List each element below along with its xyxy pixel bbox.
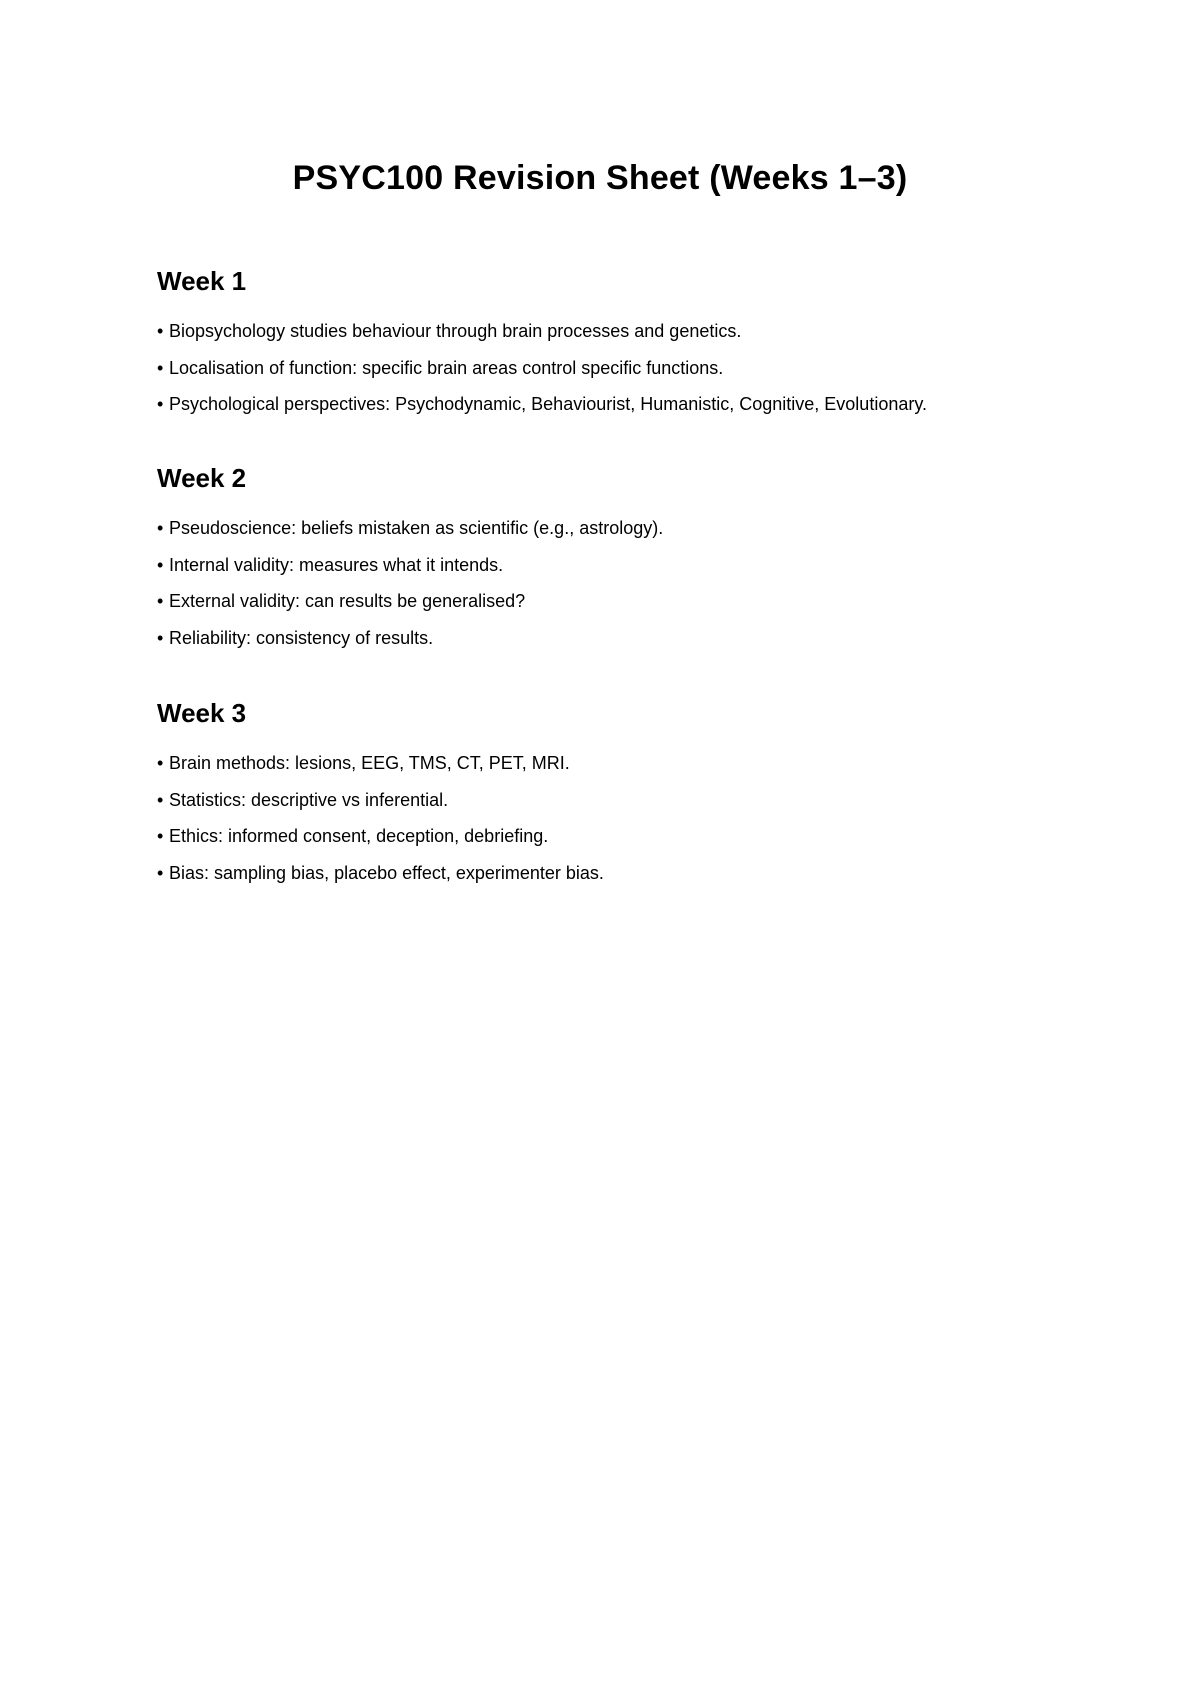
list-item-text: Localisation of function: specific brain areas control specific functions. bbox=[169, 357, 724, 378]
list-item bbox=[157, 320, 1117, 342]
bullet-marker: • bbox=[157, 554, 164, 575]
section-heading: Week 2 bbox=[157, 463, 247, 493]
list-item bbox=[157, 393, 1117, 415]
list-item bbox=[157, 517, 1117, 539]
bullet-marker: • bbox=[157, 357, 164, 378]
section-heading: Week 3 bbox=[157, 698, 247, 728]
bullet-marker: • bbox=[157, 789, 164, 810]
list-item bbox=[157, 825, 1117, 847]
bullet-marker: • bbox=[157, 862, 164, 883]
list-item-text: Ethics: informed consent, deception, debriefing. bbox=[169, 826, 549, 846]
list-item-text: Brain methods: lesions, EEG, TMS, CT, PET, MRI. bbox=[169, 753, 570, 773]
list-item-text: Statistics: descriptive vs inferential. bbox=[169, 789, 449, 810]
list-item-text: Bias: sampling bias, placebo effect, experimenter bias. bbox=[169, 862, 604, 883]
bullet-list bbox=[157, 320, 1117, 415]
bullet-list bbox=[157, 517, 1117, 649]
list-item bbox=[157, 357, 1117, 379]
section-week-2 bbox=[157, 463, 1117, 663]
bullet-marker: • bbox=[157, 591, 164, 611]
page-title: PSYC100 Revision Sheet (Weeks 1–3) bbox=[292, 159, 908, 197]
bullet-list bbox=[157, 752, 1117, 884]
bullet-marker: • bbox=[157, 394, 164, 414]
list-item-text: Reliability: consistency of results. bbox=[169, 627, 434, 648]
list-item-text: Pseudoscience: beliefs mistaken as scientific (e.g., astrology). bbox=[169, 518, 664, 538]
list-item-text: Biopsychology studies behaviour through brain processes and genetics. bbox=[169, 321, 742, 341]
bullet-marker: • bbox=[157, 321, 164, 341]
list-item bbox=[157, 862, 1117, 884]
list-item-text: Psychological perspectives: Psychodynamic, Behaviourist, Humanistic, Cognitive, Evolutionary. bbox=[169, 394, 928, 414]
list-item bbox=[157, 554, 1117, 576]
section-week-3 bbox=[157, 698, 1117, 898]
list-item bbox=[157, 789, 1117, 811]
bullet-marker: • bbox=[157, 753, 164, 773]
list-item-text: Internal validity: measures what it intends. bbox=[169, 554, 504, 575]
bullet-marker: • bbox=[157, 518, 164, 538]
list-item bbox=[157, 590, 1117, 612]
bullet-marker: • bbox=[157, 826, 164, 846]
section-heading: Week 1 bbox=[157, 266, 247, 296]
section-week-1 bbox=[157, 266, 1117, 430]
bullet-marker: • bbox=[157, 627, 164, 648]
list-item-text: External validity: can results be generalised? bbox=[169, 591, 526, 611]
list-item bbox=[157, 627, 1117, 649]
list-item bbox=[157, 752, 1117, 774]
